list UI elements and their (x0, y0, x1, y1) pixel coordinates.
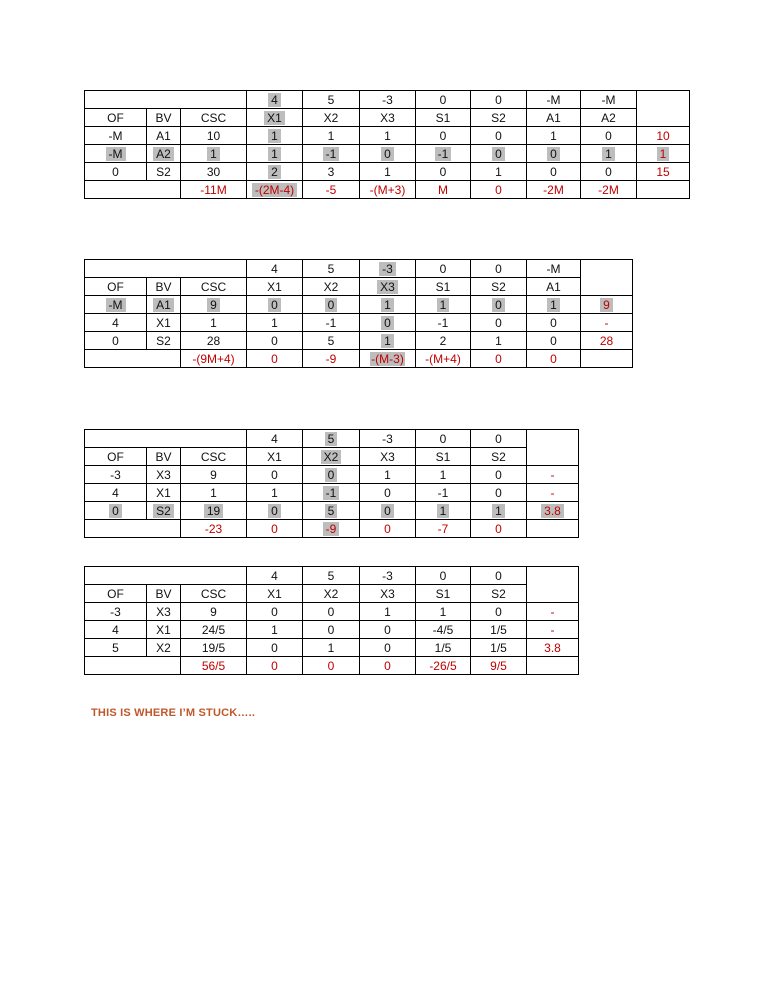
cell: 0 (471, 296, 527, 314)
z-row (85, 657, 579, 675)
cell: X3 (147, 603, 181, 621)
cell: 0 (247, 502, 303, 520)
cell: 9 (181, 296, 247, 314)
cell: 0 (527, 350, 581, 368)
cell: 1 (181, 484, 247, 502)
cell: 0 (247, 332, 303, 350)
cell (147, 260, 181, 278)
cell: 1 (247, 127, 303, 145)
cell: 28 (581, 332, 633, 350)
cell: X1 (147, 621, 181, 639)
cell (527, 520, 579, 538)
cell: 1 (247, 621, 303, 639)
cell: 1 (637, 145, 690, 163)
cell: 28 (181, 332, 247, 350)
cell: 0 (360, 520, 416, 538)
cell (181, 260, 247, 278)
table-row (85, 296, 633, 314)
cell (181, 91, 247, 109)
cell (181, 567, 247, 585)
cell (85, 520, 147, 538)
cell: 0 (360, 502, 416, 520)
cell (85, 350, 147, 368)
cell: 4 (247, 430, 303, 448)
cell: CSC (181, 278, 247, 296)
cell: 0 (303, 296, 360, 314)
stuck-note: THIS IS WHERE I’M STUCK….. (91, 707, 256, 719)
cell: -1 (303, 145, 360, 163)
cell: X1 (147, 314, 181, 332)
simplex-tableau-4 (84, 566, 579, 675)
cell: - (527, 466, 579, 484)
cell: X2 (303, 585, 360, 603)
cell: 19/5 (181, 639, 247, 657)
cell: 15 (637, 163, 690, 181)
cell: 1 (471, 332, 527, 350)
cell: S1 (416, 585, 471, 603)
cell: 0 (247, 296, 303, 314)
cell: 0 (471, 260, 527, 278)
table-row (85, 639, 579, 657)
cell: 0 (471, 91, 527, 109)
header-row (85, 585, 579, 603)
cell: -11M (181, 181, 247, 199)
cell: 1 (471, 163, 527, 181)
cell: 0 (247, 657, 303, 675)
cell (85, 181, 147, 199)
cell: -3 (85, 603, 147, 621)
cell: 1 (247, 145, 303, 163)
cost-row (85, 260, 633, 278)
table-row (85, 145, 690, 163)
table-row (85, 332, 633, 350)
cell: A1 (147, 296, 181, 314)
cell: 0 (303, 466, 360, 484)
table-row (85, 621, 579, 639)
table-row (85, 484, 579, 502)
cell: -(9M+4) (181, 350, 247, 368)
cell: 0 (85, 502, 147, 520)
cell (147, 350, 181, 368)
cell: 1 (360, 466, 416, 484)
cost-row (85, 91, 690, 109)
cell: 0 (416, 430, 471, 448)
cell: 10 (637, 127, 690, 145)
cell: -M (581, 91, 637, 109)
cell (147, 91, 181, 109)
cell: 0 (247, 520, 303, 538)
cell: 0 (85, 332, 147, 350)
cell (85, 91, 147, 109)
cell: 0 (471, 127, 527, 145)
cell: 0 (247, 466, 303, 484)
cell: 4 (247, 260, 303, 278)
cell: 0 (527, 332, 581, 350)
cell: X1 (247, 109, 303, 127)
cell: 1/5 (471, 621, 527, 639)
cell: 56/5 (181, 657, 247, 675)
cell (147, 430, 181, 448)
cell: M (416, 181, 471, 199)
table-row (85, 466, 579, 484)
cell: - (527, 484, 579, 502)
cell: A1 (527, 278, 581, 296)
cell: 1 (471, 502, 527, 520)
cell: 3.8 (527, 639, 579, 657)
cell: -M (85, 296, 147, 314)
header-row (85, 278, 633, 296)
cell: 0 (85, 163, 147, 181)
cell: -9 (303, 520, 360, 538)
cell: 0 (303, 657, 360, 675)
cost-row (85, 430, 579, 448)
cell: 0 (360, 657, 416, 675)
cell: OF (85, 448, 147, 466)
cell: X2 (147, 639, 181, 657)
cell: 4 (247, 91, 303, 109)
cell: X3 (360, 109, 416, 127)
cell: -23 (181, 520, 247, 538)
cell: -26/5 (416, 657, 471, 675)
cell: 1 (247, 314, 303, 332)
cell: A1 (527, 109, 581, 127)
z-row (85, 350, 633, 368)
cell: OF (85, 109, 147, 127)
cell: 0 (471, 350, 527, 368)
cell: - (527, 603, 579, 621)
cell: X1 (247, 585, 303, 603)
cell: 1 (416, 296, 471, 314)
cell (85, 260, 147, 278)
cell: BV (147, 585, 181, 603)
cell: S2 (471, 585, 527, 603)
cell: 0 (471, 484, 527, 502)
cell: 2 (416, 332, 471, 350)
cell: 5 (303, 502, 360, 520)
cell: 4 (85, 621, 147, 639)
cell: A1 (147, 127, 181, 145)
cell: 1 (416, 502, 471, 520)
cell: 1 (360, 163, 416, 181)
cell (581, 350, 633, 368)
cell (527, 430, 579, 466)
cell: CSC (181, 585, 247, 603)
cell: -3 (360, 260, 416, 278)
cost-row (85, 567, 579, 585)
cell: -5 (303, 181, 360, 199)
cell: 1 (247, 484, 303, 502)
cell: 4 (85, 484, 147, 502)
cell: 0 (416, 567, 471, 585)
z-row (85, 520, 579, 538)
header-row (85, 448, 579, 466)
cell: 0 (581, 163, 637, 181)
cell: X3 (360, 448, 416, 466)
cell: 1 (360, 296, 416, 314)
cell (581, 260, 633, 296)
simplex-tableau-1 (84, 90, 690, 199)
cell: 0 (247, 350, 303, 368)
cell: BV (147, 278, 181, 296)
cell: S2 (147, 332, 181, 350)
cell: 3 (303, 163, 360, 181)
cell: -7 (416, 520, 471, 538)
cell: -3 (360, 430, 416, 448)
cell: A2 (147, 145, 181, 163)
simplex-tableau-3 (84, 429, 579, 538)
cell: BV (147, 109, 181, 127)
cell (527, 657, 579, 675)
cell: -2M (581, 181, 637, 199)
cell: S2 (147, 163, 181, 181)
cell: X1 (247, 448, 303, 466)
cell: X3 (147, 466, 181, 484)
cell: S2 (471, 278, 527, 296)
cell: 0 (360, 639, 416, 657)
cell: 1 (360, 332, 416, 350)
cell (147, 181, 181, 199)
cell: CSC (181, 448, 247, 466)
cell (147, 520, 181, 538)
table-row (85, 163, 690, 181)
cell: 1 (416, 603, 471, 621)
cell (85, 657, 147, 675)
cell: 0 (360, 621, 416, 639)
cell: 1/5 (471, 639, 527, 657)
cell: S2 (471, 109, 527, 127)
cell: -4/5 (416, 621, 471, 639)
cell (85, 567, 147, 585)
cell: 1 (303, 639, 360, 657)
cell (637, 91, 690, 127)
cell: 9 (581, 296, 633, 314)
cell: 0 (471, 466, 527, 484)
cell (85, 430, 147, 448)
header-row (85, 109, 690, 127)
cell: X3 (360, 278, 416, 296)
cell: -1 (416, 484, 471, 502)
cell: CSC (181, 109, 247, 127)
cell: 1 (527, 296, 581, 314)
simplex-tableau-2 (84, 259, 633, 368)
cell: 1 (181, 145, 247, 163)
cell: 19 (181, 502, 247, 520)
cell: 0 (471, 520, 527, 538)
cell: 5 (303, 430, 360, 448)
cell: OF (85, 585, 147, 603)
cell: 30 (181, 163, 247, 181)
cell (147, 657, 181, 675)
cell: 1 (181, 314, 247, 332)
cell: -(M-3) (360, 350, 416, 368)
cell: 0 (527, 145, 581, 163)
cell: 5 (303, 567, 360, 585)
cell: -1 (303, 314, 360, 332)
cell: A2 (581, 109, 637, 127)
cell: X2 (303, 448, 360, 466)
cell: S1 (416, 448, 471, 466)
cell: 10 (181, 127, 247, 145)
cell: -M (527, 91, 581, 109)
cell: 1 (360, 603, 416, 621)
cell: 1 (581, 145, 637, 163)
cell: 0 (471, 314, 527, 332)
cell: 0 (360, 314, 416, 332)
cell: 0 (416, 163, 471, 181)
cell: 0 (360, 484, 416, 502)
cell: X1 (147, 484, 181, 502)
cell: 0 (416, 260, 471, 278)
cell: -3 (360, 567, 416, 585)
cell: 4 (247, 567, 303, 585)
cell: 5 (85, 639, 147, 657)
cell: S2 (147, 502, 181, 520)
cell: 24/5 (181, 621, 247, 639)
cell: -M (85, 127, 147, 145)
cell: X2 (303, 278, 360, 296)
cell: 1 (303, 127, 360, 145)
table-row (85, 314, 633, 332)
cell: 9 (181, 603, 247, 621)
cell: -(M+4) (416, 350, 471, 368)
cell: -1 (303, 484, 360, 502)
cell: X2 (303, 109, 360, 127)
cell: 1 (527, 127, 581, 145)
cell (637, 181, 690, 199)
cell: 0 (471, 603, 527, 621)
cell: -2M (527, 181, 581, 199)
cell: - (527, 621, 579, 639)
cell: 0 (527, 314, 581, 332)
cell (181, 430, 247, 448)
cell: 4 (85, 314, 147, 332)
cell: -3 (85, 466, 147, 484)
cell: 0 (247, 603, 303, 621)
table-row (85, 502, 579, 520)
cell: 5 (303, 91, 360, 109)
cell: S2 (471, 448, 527, 466)
cell: BV (147, 448, 181, 466)
cell: 0 (471, 181, 527, 199)
cell: 0 (527, 163, 581, 181)
cell: -(M+3) (360, 181, 416, 199)
cell: -1 (416, 145, 471, 163)
cell: S1 (416, 278, 471, 296)
table-row (85, 603, 579, 621)
cell: 0 (247, 639, 303, 657)
cell: -9 (303, 350, 360, 368)
cell: 5 (303, 260, 360, 278)
cell (527, 567, 579, 603)
cell: -M (527, 260, 581, 278)
cell: 0 (471, 567, 527, 585)
cell: X1 (247, 278, 303, 296)
cell: 0 (581, 127, 637, 145)
cell: 9 (181, 466, 247, 484)
cell: 1 (416, 466, 471, 484)
cell: 0 (416, 127, 471, 145)
cell: 0 (303, 603, 360, 621)
cell: -(2M-4) (247, 181, 303, 199)
cell: -M (85, 145, 147, 163)
cell: 0 (303, 621, 360, 639)
table-row (85, 127, 690, 145)
cell: OF (85, 278, 147, 296)
cell: 2 (247, 163, 303, 181)
cell: 3.8 (527, 502, 579, 520)
cell: 9/5 (471, 657, 527, 675)
cell: 0 (471, 430, 527, 448)
cell: -3 (360, 91, 416, 109)
cell: -1 (416, 314, 471, 332)
cell: 1/5 (416, 639, 471, 657)
cell: S1 (416, 109, 471, 127)
cell: - (581, 314, 633, 332)
cell: 1 (360, 127, 416, 145)
cell: 0 (416, 91, 471, 109)
cell: 0 (360, 145, 416, 163)
z-row (85, 181, 690, 199)
cell: X3 (360, 585, 416, 603)
cell: 0 (471, 145, 527, 163)
cell: 5 (303, 332, 360, 350)
cell (147, 567, 181, 585)
